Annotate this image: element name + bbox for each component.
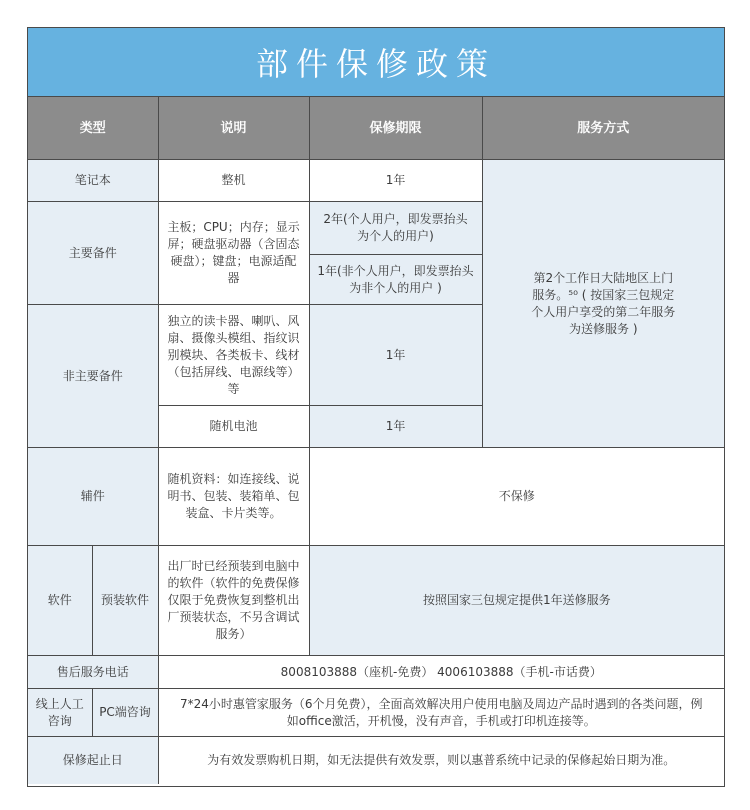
start-date-value: 为有效发票购机日期，如无法提供有效发票，则以惠普系统中记录的保修起始日期为准。 bbox=[158, 737, 724, 784]
table-row bbox=[28, 160, 724, 202]
cell-description: 随机电池 bbox=[158, 406, 309, 448]
cell-type: 非主要备件 bbox=[28, 305, 158, 448]
cell-label: 保修起止日 bbox=[28, 737, 158, 784]
cell-period: 2年(个人用户，即发票抬头为个人的用户) bbox=[309, 202, 482, 255]
cell-policy: 不保修 bbox=[309, 448, 724, 546]
page-title: 部件保修政策 bbox=[28, 28, 724, 97]
cell-description: 随机资料：如连接线、说明书、包装、装箱单、包装盒、卡片类等。 bbox=[158, 448, 309, 546]
cell-type: 辅件 bbox=[28, 448, 158, 546]
cell-policy: 按照国家三包规定提供1年送修服务 bbox=[309, 546, 724, 656]
cell-period: 1年(非个人用户，即发票抬头为非个人的用户 ) bbox=[309, 255, 482, 305]
hotline-value: 8008103888（座机-免费） 4006103888（手机-市话费） bbox=[158, 656, 724, 689]
table-row bbox=[28, 448, 724, 546]
header-period: 保修期限 bbox=[309, 97, 482, 160]
table-row bbox=[28, 546, 724, 656]
cell-type: 软件 bbox=[28, 546, 92, 656]
cell-description: 整机 bbox=[158, 160, 309, 202]
cell-subtype: 预装软件 bbox=[92, 546, 158, 656]
warranty-table bbox=[28, 97, 724, 784]
table-row bbox=[28, 656, 724, 689]
table-row bbox=[28, 689, 724, 737]
cell-type: 笔记本 bbox=[28, 160, 158, 202]
cell-period: 1年 bbox=[309, 160, 482, 202]
header-description: 说明 bbox=[158, 97, 309, 160]
cell-label: 线上人工咨询 bbox=[28, 689, 92, 737]
header-type: 类型 bbox=[28, 97, 158, 160]
cell-sublabel: PC端咨询 bbox=[92, 689, 158, 737]
table-row bbox=[28, 737, 724, 784]
online-service-value: 7*24小时惠管家服务（6个月免费），全面高效解决用户使用电脑及周边产品时遇到的各类问题，例如office激活，开机慢，没有声音，手机或打印机连接等。 bbox=[158, 689, 724, 737]
table-header-row bbox=[28, 97, 724, 160]
cell-description: 出厂时已经预装到电脑中的软件（软件的免费保修仅限于免费恢复到整机出厂预装状态，不另含调试服务） bbox=[158, 546, 309, 656]
cell-period: 1年 bbox=[309, 406, 482, 448]
cell-description: 主板；CPU；内存；显示屏；硬盘驱动器（含固态硬盘）；键盘；电源适配器 bbox=[158, 202, 309, 305]
header-service: 服务方式 bbox=[482, 97, 724, 160]
cell-service: 第2个工作日大陆地区上门服务。⁵⁰ ( 按国家三包规定个人用户享受的第二年服务为送修服务 ) bbox=[482, 160, 724, 448]
warranty-policy-panel bbox=[27, 27, 725, 787]
cell-type: 主要备件 bbox=[28, 202, 158, 305]
cell-period: 1年 bbox=[309, 305, 482, 406]
cell-label: 售后服务电话 bbox=[28, 656, 158, 689]
cell-description: 独立的读卡器、喇叭、风扇、摄像头模组、指纹识别模块、各类板卡、线材（包括屏线、电源线等）等 bbox=[158, 305, 309, 406]
